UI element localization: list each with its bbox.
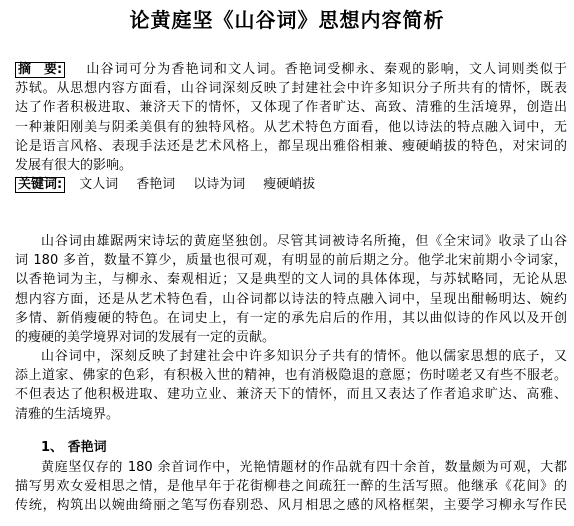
- paragraph-line: 传统，构筑出以婉曲绮丽之笔写伤春别恐、风月相思之感的风格框架，主要学习柳永写作民: [15, 498, 567, 514]
- paragraph-line: 山谷词中，深刻反映了封建社会中许多知识分子共有的情怀。他以儒家思想的底子，又: [41, 349, 567, 364]
- keyword: 文人词: [79, 177, 119, 193]
- abstract-line: 达了作者积极进取、兼济天下的情怀，又体现了作者旷达、高致、清雅的生活境界，创造出: [15, 100, 567, 116]
- body-paragraph: [15, 458, 567, 516]
- abstract-label: 摘 要:: [15, 62, 65, 78]
- paragraph-line: 想内容方面，还是从艺术特色看，山谷词都以诗法的特点融入词中，呈现出酣畅明达、婉约: [15, 291, 567, 307]
- keywords-label: 关键词:: [15, 177, 65, 193]
- abstract-text: 山谷词可分为香艳词和文人词。香艳词受柳永、秦观的影响，文人词则类似于: [85, 62, 567, 77]
- paragraph-line: 山谷词由雄踞两宋诗坛的黄庭坚独创。尽管其词被诗名所掩，但《全宋词》收录了山谷: [41, 234, 567, 249]
- paragraph-line: 以香艳词为主，与柳永、秦观相近；又是典型的文人词的具体体现，与苏轼略同，无论从思: [15, 272, 567, 288]
- paragraph-line: 清雅的生活境界。: [15, 406, 120, 422]
- paragraph-line: 多情、新俏瘦硬的特色。在词史上，有一定的承先启后的作用，其以曲似诗的作风以及开创: [15, 310, 567, 326]
- paragraph-line: 不但表达了他积极进取、建功立业、兼济天下的情怀，而且又表达了作者追求旷达、高雅、: [15, 387, 567, 403]
- paragraph-line: 添上道家、佛家的色彩，有积极入世的精神，也有消极隐退的意愿；伤时嗟老又有些不服老。: [15, 368, 567, 384]
- section-heading-block: [15, 438, 567, 458]
- body-paragraph: [15, 232, 567, 347]
- keyword: 以诗为词: [193, 177, 246, 193]
- page-title: 论黄庭坚《山谷词》思想内容简析: [129, 8, 445, 32]
- abstract-line: 一种兼阳刚美与阴柔美俱有的独特风格。从艺术特色方面看，他以诗法的特点融入词中，无: [15, 119, 567, 135]
- keywords-row: [15, 175, 567, 194]
- paragraph-line: 词 180 多首，数量不算少，质量也很可观，有明显的前后期之分。他学北宋前期小令词家，: [15, 253, 567, 269]
- abstract-line: 发展有很大的影响。: [15, 157, 133, 173]
- keyword: 瘦硬峭拔: [263, 177, 316, 193]
- abstract-line: 论是语言风格、表现手法还是艺术风格上，都呈现出雅俗相兼、瘦硬峭拔的特色，对宋词的: [15, 138, 567, 154]
- keyword: 香艳词: [136, 177, 176, 193]
- section-heading: 1、 香艳词: [41, 440, 107, 455]
- paragraph-line: 黄庭坚仅存的 180 余首词作中，光艳情题材的作品就有四十余首，数量颇为可观，大都: [41, 460, 567, 475]
- abstract-section: [15, 60, 567, 194]
- abstract-line: 苏轼。从思想内容方面看，山谷词深刻反映了封建社会中许多知识分子所共有的情怀，既表: [15, 81, 567, 97]
- paragraph-line: 描写男欢女爱相思之情，是他早年于花街柳巷之间疏狂一醉的生活写照。他继承《花间》的: [15, 479, 567, 495]
- abstract-line: [15, 60, 567, 79]
- paragraph-line: 的瘦硬的美学境界对词的发展有一定的贡献。: [15, 329, 276, 345]
- body-paragraph: [15, 347, 567, 424]
